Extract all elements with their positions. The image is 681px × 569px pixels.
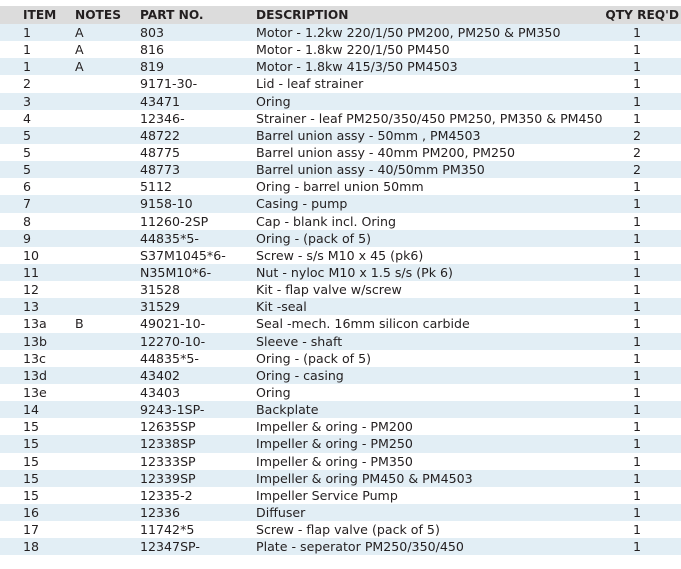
cell-notes <box>75 127 140 144</box>
table-row <box>0 93 681 110</box>
cell-item: 2 <box>0 75 75 92</box>
cell-qty: 1 <box>603 24 681 41</box>
cell-part-no: 43403 <box>140 384 256 401</box>
cell-notes <box>75 538 140 555</box>
cell-qty: 1 <box>603 230 681 247</box>
cell-part-no: 12635SP <box>140 418 256 435</box>
cell-item: 14 <box>0 401 75 418</box>
cell-description: Impeller & oring - PM250 <box>256 435 603 452</box>
cell-notes <box>75 230 140 247</box>
cell-qty: 1 <box>603 178 681 195</box>
cell-description: Oring <box>256 93 603 110</box>
cell-qty: 1 <box>603 487 681 504</box>
cell-qty: 1 <box>603 333 681 350</box>
table-row <box>0 144 681 161</box>
cell-part-no: 31528 <box>140 281 256 298</box>
cell-description: Oring - barrel union 50mm <box>256 178 603 195</box>
cell-item: 15 <box>0 487 75 504</box>
cell-part-no: 48722 <box>140 127 256 144</box>
cell-notes <box>75 350 140 367</box>
table-row <box>0 504 681 521</box>
cell-description: Barrel union assy - 40/50mm PM350 <box>256 161 603 178</box>
cell-description: Seal -mech. 16mm silicon carbide <box>256 315 603 332</box>
cell-part-no: 12347SP- <box>140 538 256 555</box>
cell-part-no: 11260-2SP <box>140 213 256 230</box>
header-qty-reqd: QTY REQ'D <box>603 6 681 24</box>
cell-description: Sleeve - shaft <box>256 333 603 350</box>
cell-part-no: 12333SP <box>140 453 256 470</box>
cell-notes <box>75 195 140 212</box>
cell-part-no: 48775 <box>140 144 256 161</box>
cell-description: Screw - flap valve (pack of 5) <box>256 521 603 538</box>
cell-description: Motor - 1.2kw 220/1/50 PM200, PM250 & PM350 <box>256 24 603 41</box>
cell-item: 15 <box>0 418 75 435</box>
cell-qty: 1 <box>603 418 681 435</box>
cell-qty: 1 <box>603 504 681 521</box>
cell-part-no: N35M10*6- <box>140 264 256 281</box>
cell-part-no: 44835*5- <box>140 350 256 367</box>
cell-item: 5 <box>0 127 75 144</box>
cell-part-no: 803 <box>140 24 256 41</box>
cell-notes <box>75 435 140 452</box>
table-row <box>0 315 681 332</box>
table-row <box>0 41 681 58</box>
cell-notes <box>75 247 140 264</box>
cell-qty: 1 <box>603 401 681 418</box>
table-row <box>0 58 681 75</box>
cell-part-no: 9158-10 <box>140 195 256 212</box>
cell-description: Screw - s/s M10 x 45 (pk6) <box>256 247 603 264</box>
cell-item: 12 <box>0 281 75 298</box>
cell-description: Barrel union assy - 50mm , PM4503 <box>256 127 603 144</box>
table-row <box>0 470 681 487</box>
cell-description: Casing - pump <box>256 195 603 212</box>
cell-item: 1 <box>0 41 75 58</box>
cell-item: 13 <box>0 298 75 315</box>
cell-part-no: S37M1045*6- <box>140 247 256 264</box>
cell-qty: 2 <box>603 127 681 144</box>
cell-qty: 1 <box>603 470 681 487</box>
cell-notes <box>75 333 140 350</box>
cell-notes <box>75 401 140 418</box>
cell-part-no: 816 <box>140 41 256 58</box>
cell-qty: 1 <box>603 350 681 367</box>
table-body <box>0 24 681 555</box>
cell-notes <box>75 281 140 298</box>
cell-part-no: 31529 <box>140 298 256 315</box>
cell-description: Impeller & oring - PM200 <box>256 418 603 435</box>
cell-part-no: 5112 <box>140 178 256 195</box>
cell-item: 11 <box>0 264 75 281</box>
cell-qty: 1 <box>603 195 681 212</box>
table-row <box>0 521 681 538</box>
cell-item: 1 <box>0 58 75 75</box>
cell-notes <box>75 453 140 470</box>
cell-item: 3 <box>0 93 75 110</box>
cell-description: Plate - seperator PM250/350/450 <box>256 538 603 555</box>
table-row <box>0 384 681 401</box>
cell-item: 13e <box>0 384 75 401</box>
cell-qty: 1 <box>603 298 681 315</box>
cell-notes <box>75 367 140 384</box>
table-row <box>0 333 681 350</box>
cell-item: 18 <box>0 538 75 555</box>
cell-qty: 1 <box>603 538 681 555</box>
cell-item: 15 <box>0 435 75 452</box>
cell-notes: A <box>75 24 140 41</box>
cell-item: 5 <box>0 161 75 178</box>
cell-notes: A <box>75 41 140 58</box>
cell-part-no: 43471 <box>140 93 256 110</box>
header-description: DESCRIPTION <box>256 6 603 24</box>
cell-qty: 2 <box>603 161 681 178</box>
cell-notes <box>75 470 140 487</box>
cell-item: 4 <box>0 110 75 127</box>
cell-notes <box>75 110 140 127</box>
table-row <box>0 75 681 92</box>
table-row <box>0 264 681 281</box>
cell-description: Motor - 1.8kw 415/3/50 PM4503 <box>256 58 603 75</box>
cell-notes <box>75 487 140 504</box>
table-row <box>0 247 681 264</box>
cell-description: Kit -seal <box>256 298 603 315</box>
cell-item: 13b <box>0 333 75 350</box>
cell-part-no: 9171-30- <box>140 75 256 92</box>
table-row <box>0 367 681 384</box>
cell-qty: 1 <box>603 264 681 281</box>
header-row <box>0 6 681 24</box>
table-row <box>0 538 681 555</box>
cell-notes <box>75 161 140 178</box>
table-header <box>0 6 681 24</box>
table-row <box>0 127 681 144</box>
cell-qty: 1 <box>603 521 681 538</box>
cell-qty: 1 <box>603 384 681 401</box>
cell-item: 7 <box>0 195 75 212</box>
cell-qty: 1 <box>603 367 681 384</box>
table-row <box>0 195 681 212</box>
cell-qty: 1 <box>603 281 681 298</box>
cell-part-no: 9243-1SP- <box>140 401 256 418</box>
table-row <box>0 110 681 127</box>
cell-notes <box>75 213 140 230</box>
cell-part-no: 12270-10- <box>140 333 256 350</box>
table-row <box>0 178 681 195</box>
cell-description: Strainer - leaf PM250/350/450 PM250, PM350 & PM450 <box>256 110 603 126</box>
cell-qty: 1 <box>603 315 681 332</box>
cell-description: Impeller & oring - PM350 <box>256 453 603 470</box>
cell-part-no: 43402 <box>140 367 256 384</box>
cell-item: 13d <box>0 367 75 384</box>
table-row <box>0 418 681 435</box>
cell-description: Oring - (pack of 5) <box>256 350 603 367</box>
cell-notes: A <box>75 58 140 75</box>
table-row <box>0 435 681 452</box>
cell-description: Oring - (pack of 5) <box>256 230 603 247</box>
cell-qty: 1 <box>603 110 681 127</box>
table-row <box>0 213 681 230</box>
cell-description: Kit - flap valve w/screw <box>256 281 603 298</box>
cell-item: 15 <box>0 453 75 470</box>
table-row <box>0 298 681 315</box>
cell-part-no: 12339SP <box>140 470 256 487</box>
cell-part-no: 44835*5- <box>140 230 256 247</box>
cell-item: 5 <box>0 144 75 161</box>
parts-table <box>0 6 681 555</box>
cell-notes <box>75 75 140 92</box>
cell-qty: 1 <box>603 435 681 452</box>
cell-part-no: 49021-10- <box>140 315 256 332</box>
cell-qty: 1 <box>603 75 681 92</box>
cell-qty: 1 <box>603 58 681 75</box>
table-row <box>0 230 681 247</box>
table-row <box>0 453 681 470</box>
cell-description: Lid - leaf strainer <box>256 75 603 92</box>
cell-notes: B <box>75 315 140 332</box>
cell-notes <box>75 504 140 521</box>
cell-notes <box>75 178 140 195</box>
cell-qty: 1 <box>603 93 681 110</box>
cell-item: 8 <box>0 213 75 230</box>
cell-qty: 1 <box>603 453 681 470</box>
table-row <box>0 350 681 367</box>
cell-part-no: 12338SP <box>140 435 256 452</box>
table-row <box>0 401 681 418</box>
cell-description: Barrel union assy - 40mm PM200, PM250 <box>256 144 603 161</box>
cell-part-no: 48773 <box>140 161 256 178</box>
table-row <box>0 24 681 41</box>
cell-description: Cap - blank incl. Oring <box>256 213 603 230</box>
table-row <box>0 161 681 178</box>
cell-description: Nut - nyloc M10 x 1.5 s/s (Pk 6) <box>256 264 603 281</box>
cell-part-no: 12336 <box>140 504 256 521</box>
cell-notes <box>75 521 140 538</box>
cell-notes <box>75 384 140 401</box>
header-notes: NOTES <box>75 6 140 24</box>
cell-notes <box>75 418 140 435</box>
cell-part-no: 12346- <box>140 110 256 127</box>
cell-item: 13a <box>0 315 75 332</box>
header-part-no: PART NO. <box>140 6 256 24</box>
cell-description: Impeller & oring PM450 & PM4503 <box>256 470 603 487</box>
cell-part-no: 11742*5 <box>140 521 256 538</box>
cell-item: 16 <box>0 504 75 521</box>
cell-item: 1 <box>0 24 75 41</box>
header-item: ITEM <box>0 6 75 24</box>
cell-description: Diffuser <box>256 504 603 521</box>
table-row <box>0 281 681 298</box>
cell-notes <box>75 144 140 161</box>
cell-description: Impeller Service Pump <box>256 487 603 504</box>
cell-notes <box>75 298 140 315</box>
cell-qty: 2 <box>603 144 681 161</box>
cell-part-no: 12335-2 <box>140 487 256 504</box>
cell-qty: 1 <box>603 41 681 58</box>
cell-qty: 1 <box>603 247 681 264</box>
cell-item: 9 <box>0 230 75 247</box>
cell-description: Oring - casing <box>256 367 603 384</box>
cell-description: Motor - 1.8kw 220/1/50 PM450 <box>256 41 603 58</box>
table-row <box>0 487 681 504</box>
cell-part-no: 819 <box>140 58 256 75</box>
cell-item: 15 <box>0 470 75 487</box>
cell-notes <box>75 264 140 281</box>
cell-item: 6 <box>0 178 75 195</box>
cell-description: Oring <box>256 384 603 401</box>
cell-description: Backplate <box>256 401 603 418</box>
cell-item: 10 <box>0 247 75 264</box>
cell-item: 17 <box>0 521 75 538</box>
cell-item: 13c <box>0 350 75 367</box>
cell-qty: 1 <box>603 213 681 230</box>
cell-notes <box>75 93 140 110</box>
